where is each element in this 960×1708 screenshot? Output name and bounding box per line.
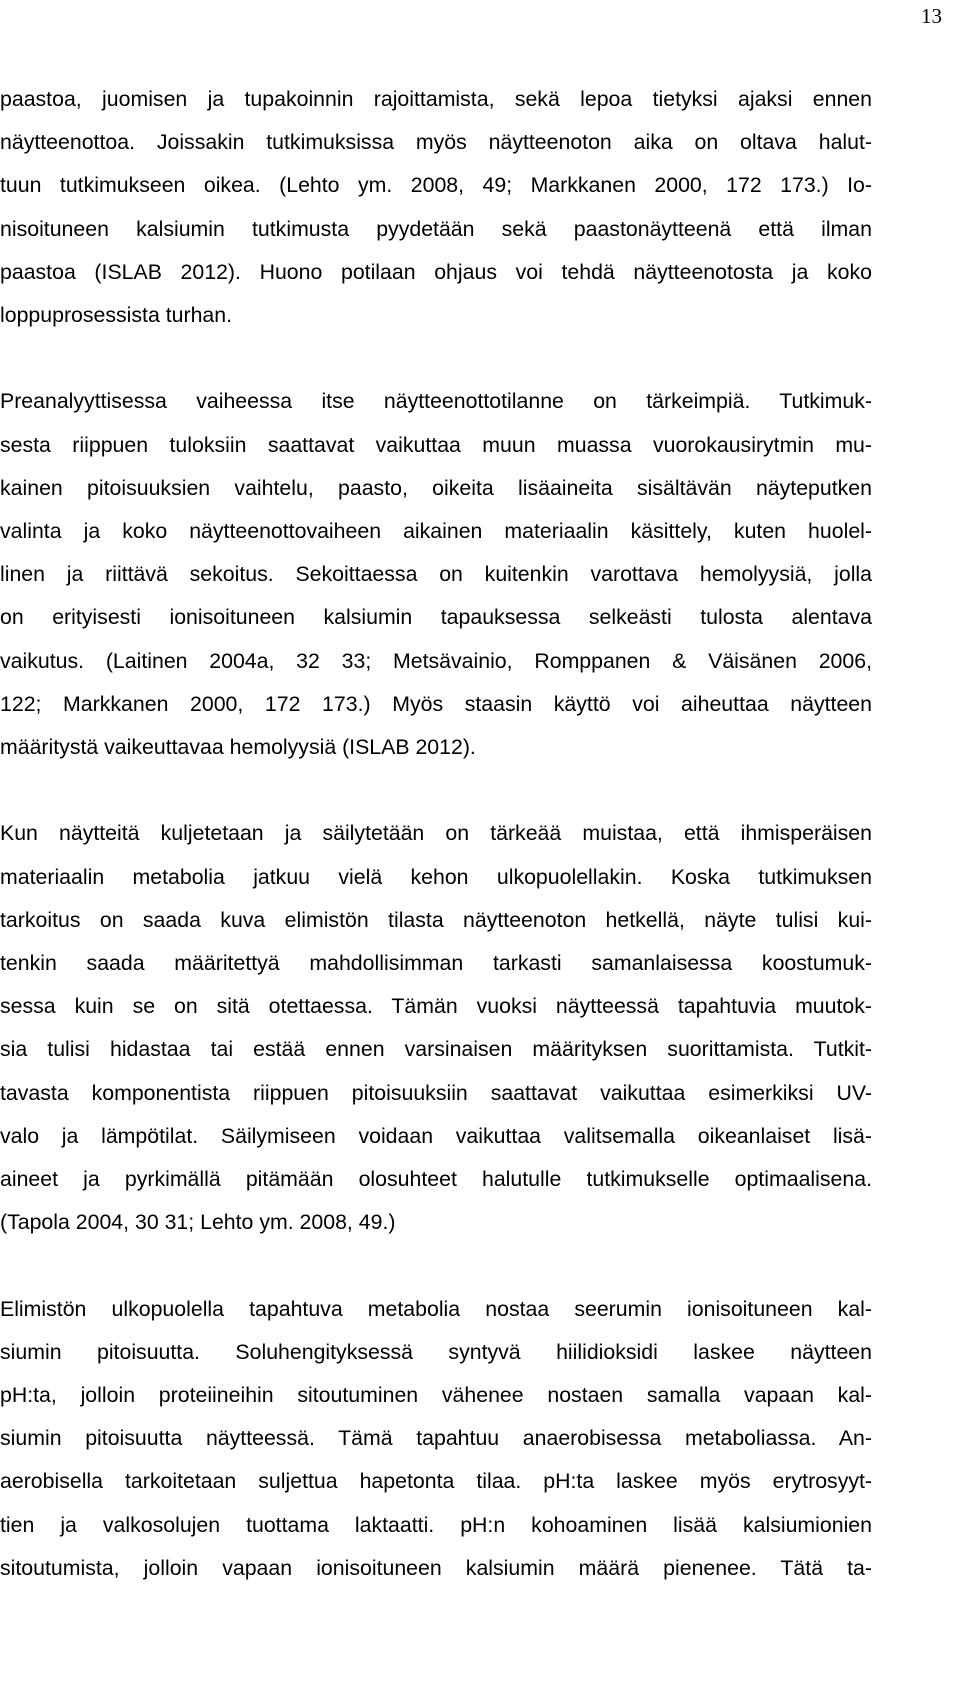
paragraph-sample-requirements: [0, 78, 872, 337]
text-line: (Tapola 2004, 30 31; Lehto ym. 2008, 49.): [0, 1210, 396, 1235]
text-line: tuun tutkimukseen oikea. (Lehto ym. 2008, 49; Markkanen 2000, 172 173.) Io-: [0, 173, 872, 198]
text-line: tien ja valkosolujen tuottama laktaatti. pH:n kohoaminen lisää kalsiumionien: [0, 1512, 872, 1537]
text-line: siumin pitoisuutta. Soluhengityksessä syntyvä hiilidioksidi laskee näytteen: [0, 1339, 872, 1364]
text-line: sia tulisi hidastaa tai estää ennen varsinaisen määrityksen suorittamista. Tutkit-: [0, 1037, 872, 1062]
text-line: määritystä vaikeuttavaa hemolyysiä (ISLAB 2012).: [0, 735, 476, 760]
page-number: 13: [921, 4, 942, 28]
text-line: tarkoitus on saada kuva elimistön tilasta näytteenoton hetkellä, näyte tulisi kui-: [0, 907, 872, 932]
text-line: on erityisesti ionisoituneen kalsiumin tapauksessa selkeästi tulosta alentava: [0, 605, 872, 630]
text-line: Preanalyyttisessa vaiheessa itse näytteenottotilanne on tärkeimpiä. Tutkimuk-: [0, 389, 872, 414]
text-line: kainen pitoisuuksien vaihtelu, paasto, oikeita lisäaineita sisältävän näyteputken: [0, 475, 872, 500]
text-line: sitoutumista, jolloin vapaan ionisoituneen kalsiumin määrä pienenee. Tätä ta-: [0, 1555, 872, 1580]
paragraph-preanalytical-phase: [0, 380, 872, 769]
text-line: siumin pitoisuutta näytteessä. Tämä tapahtuu anaerobisessa metaboliassa. An-: [0, 1426, 872, 1451]
text-line: loppuprosessista turhan.: [0, 303, 233, 328]
text-line: sessa kuin se on sitä otettaessa. Tämän vuoksi näytteessä tapahtuvia muutok-: [0, 994, 872, 1019]
body-text: [0, 78, 872, 1590]
paragraph-transport-storage: [0, 812, 872, 1244]
text-line: Elimistön ulkopuolella tapahtuva metabolia nostaa seerumin ionisoituneen kal-: [0, 1296, 872, 1321]
text-line: tavasta komponentista riippuen pitoisuuksiin saattavat vaikuttaa esimerkiksi UV-: [0, 1080, 872, 1105]
text-line: aerobisella tarkoitetaan suljettua hapetonta tilaa. pH:ta laskee myös erytrosyyt-: [0, 1469, 872, 1494]
text-line: materiaalin metabolia jatkuu vielä kehon ulkopuolellakin. Koska tutkimuksen: [0, 864, 872, 889]
text-line: linen ja riittävä sekoitus. Sekoittaessa on kuitenkin varottava hemolyysiä, jolla: [0, 562, 872, 587]
text-line: valo ja lämpötilat. Säilymiseen voidaan vaikuttaa valitsemalla oikeanlaiset lisä-: [0, 1123, 872, 1148]
text-line: tenkin saada määritettyä mahdollisimman tarkasti samanlaisessa koostumuk-: [0, 951, 872, 976]
text-line: aineet ja pyrkimällä pitämään olosuhteet halutulle tutkimukselle optimaalisena.: [0, 1167, 872, 1192]
text-line: paastoa (ISLAB 2012). Huono potilaan ohjaus voi tehdä näytteenotosta ja koko: [0, 259, 872, 284]
text-line: paastoa, juomisen ja tupakoinnin rajoittamista, sekä lepoa tietyksi ajaksi ennen: [0, 87, 872, 111]
text-line: pH:ta, jolloin proteiineihin sitoutuminen vähenee nostaen samalla vapaan kal-: [0, 1383, 872, 1408]
text-line: valinta ja koko näytteenottovaiheen aikainen materiaalin käsittely, kuten huolel-: [0, 519, 872, 544]
text-line: sesta riippuen tuloksiin saattavat vaikuttaa muun muassa vuorokausirytmin mu-: [0, 432, 872, 457]
text-line: nisoituneen kalsiumin tutkimusta pyydetään sekä paastonäytteenä että ilman: [0, 216, 872, 241]
paragraph-metabolism: [0, 1288, 872, 1590]
text-line: vaikutus. (Laitinen 2004a, 32 33; Metsävainio, Romppanen & Väisänen 2006,: [0, 648, 872, 673]
text-line: näytteenottoa. Joissakin tutkimuksissa myös näytteenoton aika on oltava halut-: [0, 130, 872, 155]
text-line: 122; Markkanen 2000, 172 173.) Myös staasin käyttö voi aiheuttaa näytteen: [0, 691, 872, 716]
text-line: Kun näytteitä kuljetetaan ja säilytetään on tärkeää muistaa, että ihmisperäisen: [0, 821, 872, 846]
